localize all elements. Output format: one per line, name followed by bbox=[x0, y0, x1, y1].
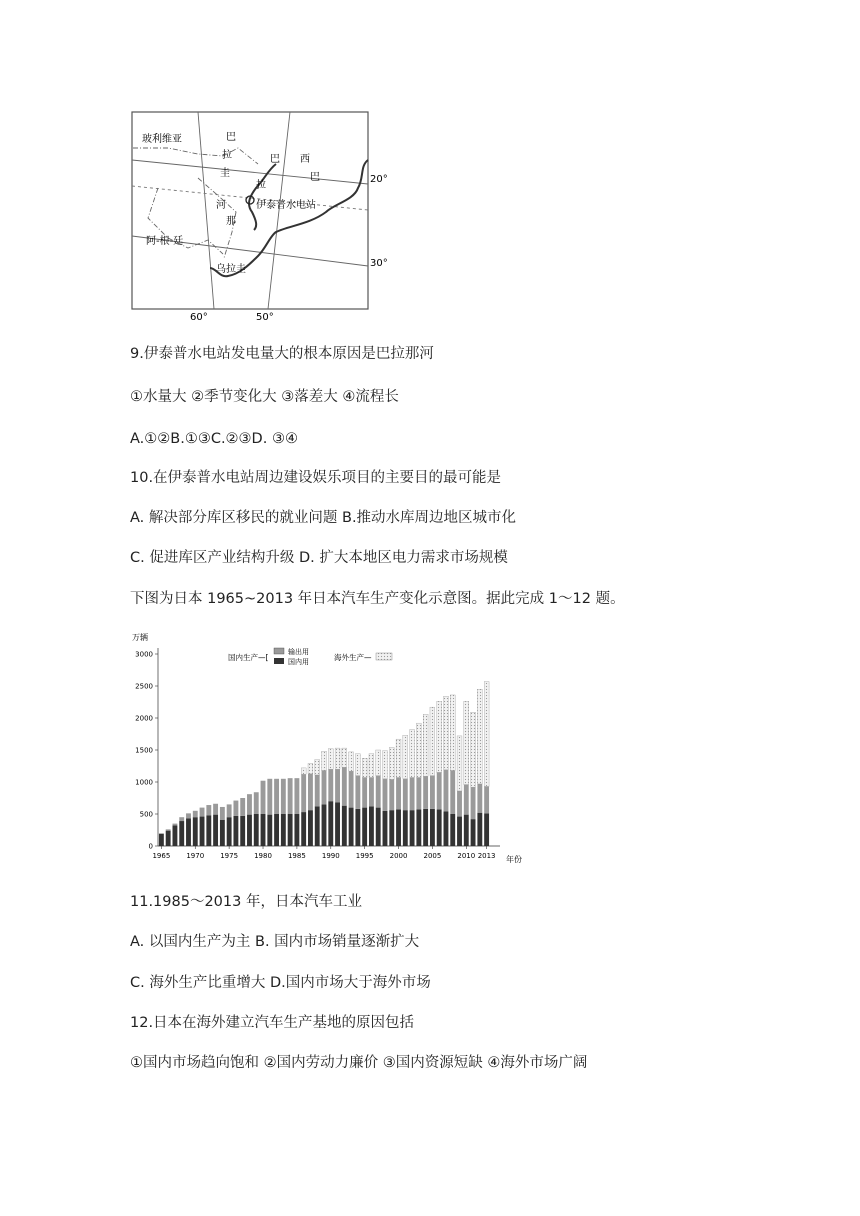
bar-export bbox=[464, 785, 469, 815]
bar-overseas bbox=[403, 735, 408, 779]
label-lon60: 60° bbox=[190, 312, 208, 323]
question-9-items: ①水量大 ②季节变化大 ③落差大 ④流程长 bbox=[130, 389, 399, 405]
bar-domestic bbox=[484, 813, 489, 846]
bar-domestic bbox=[281, 814, 286, 846]
bar-domestic bbox=[186, 818, 191, 846]
bar-export bbox=[179, 817, 184, 821]
bar-export bbox=[410, 778, 415, 811]
bar-export bbox=[430, 776, 435, 809]
bar-export bbox=[437, 772, 442, 809]
bar-domestic bbox=[261, 814, 266, 846]
bar-export bbox=[457, 791, 462, 817]
question-9: 9.伊泰普水电站发电量大的根本原因是巴拉那河 bbox=[130, 346, 434, 362]
bar-overseas bbox=[322, 751, 327, 770]
label-lat20: 20° bbox=[370, 174, 388, 185]
x-tick-label: 1985 bbox=[287, 852, 306, 860]
bar-domestic bbox=[450, 814, 455, 846]
bar-overseas bbox=[430, 707, 435, 775]
bar-domestic bbox=[200, 817, 205, 846]
bar-domestic bbox=[477, 813, 482, 846]
question-11-options-cd: C. 海外生产比重增大 D.国内市场大于海外市场 bbox=[130, 975, 431, 991]
label-bolivia: 玻利维亚 bbox=[142, 134, 182, 145]
bar-overseas bbox=[444, 696, 449, 770]
label-lat30: 30° bbox=[370, 258, 388, 269]
parana-map bbox=[128, 108, 388, 323]
bar-export bbox=[335, 769, 340, 802]
legend-export-swatch bbox=[274, 648, 284, 654]
bar-domestic bbox=[416, 810, 421, 846]
bar-export bbox=[233, 801, 238, 816]
question-9-options: A.①②B.①③C.②③D. ③④ bbox=[130, 431, 298, 447]
y-tick-label: 1500 bbox=[135, 746, 153, 755]
bar-domestic bbox=[444, 811, 449, 846]
x-tick-label: 1970 bbox=[186, 852, 205, 860]
legend-domestic-swatch bbox=[274, 658, 284, 664]
meridian-60 bbox=[198, 112, 214, 309]
bar-domestic bbox=[247, 815, 252, 846]
bar-domestic bbox=[335, 802, 340, 846]
bar-domestic bbox=[389, 810, 394, 846]
bar-export bbox=[484, 786, 489, 813]
x-tick-label: 2010 bbox=[457, 852, 476, 860]
bar-export bbox=[315, 775, 320, 806]
bar-domestic bbox=[362, 808, 367, 846]
bar-export bbox=[200, 808, 205, 817]
label-para-1: 巴 bbox=[226, 132, 236, 143]
bar-export bbox=[342, 767, 347, 805]
bar-overseas bbox=[457, 736, 462, 791]
bar-overseas bbox=[328, 749, 333, 769]
bar-domestic bbox=[308, 810, 313, 846]
x-tick-label: 1975 bbox=[220, 852, 239, 860]
bar-domestic bbox=[213, 815, 218, 846]
bar-domestic bbox=[315, 806, 320, 846]
bar-domestic bbox=[355, 809, 360, 846]
bar-overseas bbox=[355, 754, 360, 776]
label-uruguay: 乌拉圭 bbox=[216, 264, 246, 275]
bar-export bbox=[362, 778, 367, 808]
bar-overseas bbox=[349, 752, 354, 771]
bar-overseas bbox=[416, 723, 421, 777]
question-11-options-ab: A. 以国内生产为主 B. 国内市场销量逐渐扩大 bbox=[130, 934, 420, 950]
label-argentina: 阿-根-廷 bbox=[146, 236, 184, 247]
bar-overseas bbox=[396, 739, 401, 777]
label-brazil-1: 巴 bbox=[270, 154, 280, 165]
bar-export bbox=[308, 774, 313, 810]
parallel-20 bbox=[132, 160, 368, 184]
y-tick-label: 1000 bbox=[135, 778, 153, 787]
bar-domestic bbox=[267, 815, 272, 846]
bar-overseas bbox=[471, 712, 476, 787]
bar-export bbox=[193, 811, 198, 817]
legend-group-label: 国内生产—[ bbox=[228, 653, 269, 662]
bar-export bbox=[254, 792, 259, 814]
bar-overseas bbox=[437, 701, 442, 772]
bar-domestic bbox=[328, 801, 333, 846]
label-lon50: 50° bbox=[256, 312, 274, 323]
y-tick-label: 500 bbox=[139, 810, 153, 819]
bar-export bbox=[328, 769, 333, 801]
label-river-he: 河 bbox=[216, 200, 226, 211]
question-12-items: ①国内市场趋向饱和 ②国内劳动力廉价 ③国内资源短缺 ④海外市场广阔 bbox=[130, 1055, 588, 1071]
bar-domestic bbox=[166, 831, 171, 846]
x-tick-label: 1980 bbox=[254, 852, 272, 860]
bar-domestic bbox=[193, 817, 198, 846]
bar-overseas bbox=[477, 689, 482, 784]
bar-export bbox=[396, 778, 401, 810]
bar-domestic bbox=[322, 804, 327, 846]
bar-domestic bbox=[457, 817, 462, 846]
bar-domestic bbox=[437, 810, 442, 846]
label-river-na: 那 bbox=[226, 216, 236, 227]
question-11: 11.1985～2013 年，日本汽车工业 bbox=[130, 894, 362, 910]
question-10-options-cd: C. 促进库区产业结构升级 D. 扩大本地区电力需求市场规模 bbox=[130, 550, 508, 566]
bar-export bbox=[471, 787, 476, 819]
bar-export bbox=[294, 778, 299, 814]
label-river-la: 拉 bbox=[256, 180, 266, 191]
label-itaipu: 伊泰普水电站 bbox=[256, 200, 316, 211]
question-10-options-ab: A. 解决部分库区移民的就业问题 B.推动水库周边地区城市化 bbox=[130, 510, 517, 526]
chart-ylabel: 万辆 bbox=[132, 633, 148, 642]
bar-overseas bbox=[389, 747, 394, 779]
bar-overseas bbox=[423, 714, 428, 776]
bar-domestic bbox=[349, 808, 354, 846]
bar-domestic bbox=[240, 816, 245, 846]
x-tick-label: 2000 bbox=[389, 852, 408, 860]
y-tick-label: 2000 bbox=[135, 714, 153, 723]
bar-overseas bbox=[410, 730, 415, 778]
bar-export bbox=[355, 776, 360, 809]
question-12: 12.日本在海外建立汽车生产基地的原因包括 bbox=[130, 1015, 415, 1031]
bar-export bbox=[261, 781, 266, 814]
y-tick-label: 2500 bbox=[135, 682, 153, 691]
legend-overseas-label: 海外生产— bbox=[334, 653, 372, 662]
bar-export bbox=[403, 779, 408, 810]
bar-export bbox=[166, 829, 171, 830]
legend-domestic: 国内用 bbox=[288, 658, 309, 666]
bar-export bbox=[186, 813, 191, 818]
bar-export bbox=[240, 798, 245, 816]
car-production-chart bbox=[128, 628, 528, 868]
label-brazil-xi: 西 bbox=[300, 154, 310, 165]
bar-domestic bbox=[369, 806, 374, 846]
bar-export bbox=[322, 770, 327, 804]
chart-legend bbox=[228, 647, 392, 666]
bar-export bbox=[267, 779, 272, 815]
chart-intro: 下图为日本 1965~2013 年日本汽车生产变化示意图。据此完成 1～12 题。 bbox=[130, 591, 625, 607]
bar-export bbox=[206, 805, 211, 815]
bar-domestic bbox=[464, 815, 469, 846]
bar-domestic bbox=[294, 814, 299, 846]
bar-domestic bbox=[301, 812, 306, 846]
bar-domestic bbox=[227, 817, 232, 846]
label-para-3: 圭 bbox=[220, 168, 230, 179]
bar-export bbox=[247, 794, 252, 814]
bar-overseas bbox=[484, 682, 489, 787]
question-10: 10.在伊泰普水电站周边建设娱乐项目的主要目的最可能是 bbox=[130, 470, 502, 486]
bar-export bbox=[301, 774, 306, 812]
legend-export: 输出用 bbox=[288, 648, 309, 656]
bar-overseas bbox=[342, 748, 347, 767]
y-tick-label: 0 bbox=[148, 842, 153, 851]
bar-domestic bbox=[471, 819, 476, 846]
bar-domestic bbox=[179, 821, 184, 846]
bar-overseas bbox=[450, 695, 455, 771]
bar-export bbox=[288, 778, 293, 814]
bar-overseas bbox=[362, 758, 367, 777]
bar-export bbox=[389, 779, 394, 810]
bar-domestic bbox=[274, 814, 279, 846]
bar-export bbox=[213, 804, 218, 815]
label-brazil-ba: 巴 bbox=[310, 172, 320, 183]
bar-overseas bbox=[301, 768, 306, 774]
bar-domestic bbox=[254, 814, 259, 846]
bar-overseas bbox=[335, 748, 340, 769]
bar-domestic bbox=[430, 809, 435, 846]
bar-export bbox=[220, 807, 225, 820]
bar-export bbox=[376, 776, 381, 808]
bar-export bbox=[159, 833, 164, 834]
bar-export bbox=[274, 779, 279, 814]
bar-domestic bbox=[206, 815, 211, 846]
bar-export bbox=[281, 779, 286, 814]
bar-export bbox=[477, 784, 482, 813]
bar-domestic bbox=[233, 816, 238, 846]
bar-overseas bbox=[369, 754, 374, 778]
bar-domestic bbox=[403, 810, 408, 846]
bar-domestic bbox=[172, 826, 177, 846]
bar-export bbox=[444, 770, 449, 812]
bar-domestic bbox=[396, 810, 401, 846]
legend-overseas-swatch bbox=[376, 653, 392, 660]
bar-export bbox=[450, 770, 455, 814]
bar-export bbox=[383, 779, 388, 811]
bar-overseas bbox=[383, 751, 388, 779]
bar-domestic bbox=[288, 814, 293, 846]
bar-export bbox=[172, 824, 177, 826]
bar-export bbox=[369, 778, 374, 807]
bar-overseas bbox=[315, 760, 320, 775]
x-tick-label: 2005 bbox=[423, 852, 442, 860]
bar-domestic bbox=[342, 806, 347, 846]
chart-xlabel: 年份 bbox=[506, 855, 522, 864]
bar-overseas bbox=[376, 750, 381, 776]
bar-domestic bbox=[159, 834, 164, 846]
bar-export bbox=[349, 771, 354, 807]
bar-overseas bbox=[464, 701, 469, 784]
y-tick-label: 3000 bbox=[135, 650, 153, 659]
label-para-2: 拉 bbox=[222, 150, 232, 161]
bar-domestic bbox=[423, 809, 428, 846]
x-tick-label: 1995 bbox=[355, 852, 374, 860]
bar-export bbox=[416, 778, 421, 810]
bar-domestic bbox=[220, 820, 225, 846]
bar-overseas bbox=[308, 763, 313, 773]
x-tick-label: 1990 bbox=[321, 852, 340, 860]
x-tick-label: 1965 bbox=[152, 852, 171, 860]
x-tick-label: 2013 bbox=[477, 852, 496, 860]
bar-export bbox=[423, 776, 428, 809]
bar-domestic bbox=[410, 810, 415, 846]
bar-domestic bbox=[383, 811, 388, 846]
bar-export bbox=[227, 804, 232, 817]
bar-domestic bbox=[376, 808, 381, 846]
